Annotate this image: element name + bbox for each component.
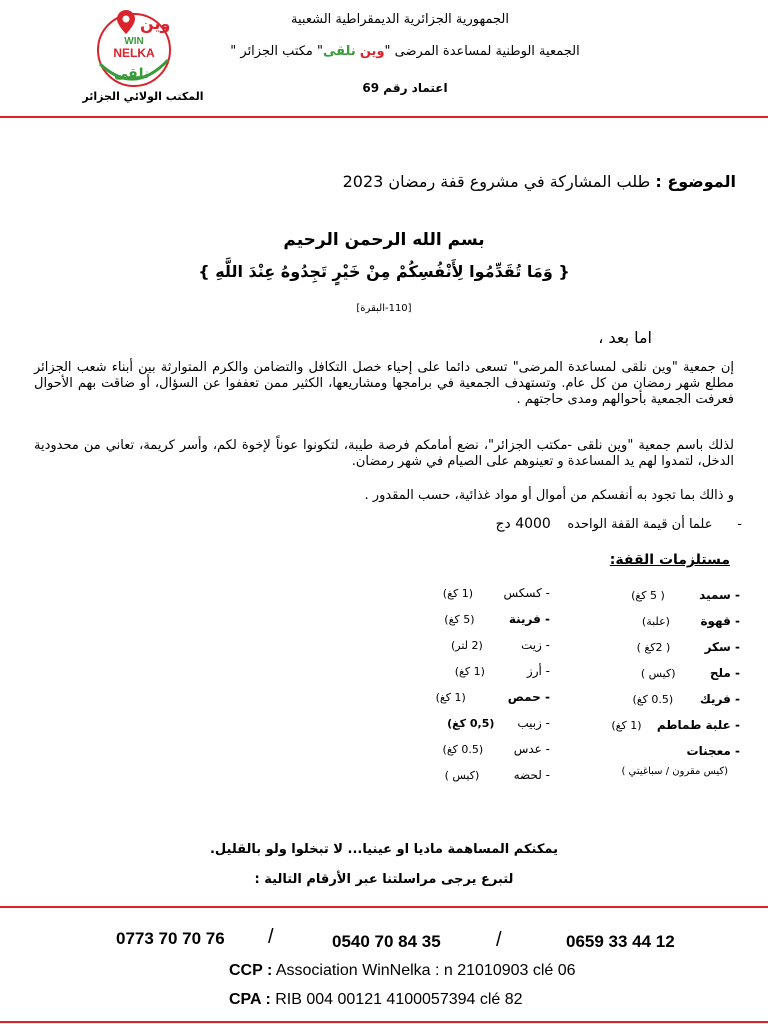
list-item bbox=[380, 768, 550, 794]
item-amount: (1 كغ) bbox=[442, 587, 473, 600]
list-item bbox=[380, 742, 550, 768]
price-note-dash: - bbox=[737, 517, 742, 532]
cpa-value: RIB 004 00121 4100057394 clé 82 bbox=[275, 991, 523, 1008]
item-name: - كسكس bbox=[503, 586, 550, 600]
logo-arabic-top: وين bbox=[140, 14, 171, 33]
item-name: - ملح bbox=[709, 666, 740, 680]
item-name: - فريك bbox=[699, 692, 740, 706]
price-note bbox=[495, 516, 742, 532]
items-left-column bbox=[380, 586, 550, 794]
item-amount: ( 5 كغ) bbox=[631, 589, 665, 602]
list-item bbox=[380, 638, 550, 664]
logo-win: WIN bbox=[124, 36, 144, 47]
header-approval-number: اعتماد رقم 69 bbox=[362, 81, 448, 95]
appeal-text: يمكنكم المساهمة ماديا او عينيا... لا تبخلوا ولو بالقليل. bbox=[209, 842, 559, 857]
item-amount: (1 كغ) bbox=[611, 719, 642, 732]
header-republic: الجمهورية الجزائرية الديمقراطية الشعبية bbox=[291, 12, 509, 27]
header-divider bbox=[0, 116, 768, 118]
association-logo bbox=[82, 4, 204, 108]
phone-separator: / bbox=[496, 929, 502, 951]
item-name: - سكر bbox=[704, 640, 740, 654]
item-amount: (5 كغ) bbox=[444, 613, 475, 626]
header-association bbox=[200, 44, 610, 59]
header-association-prefix: الجمعية الوطنية لمساعدة المرضى " bbox=[384, 44, 580, 59]
header-association-suffix: " مكتب الجزائر " bbox=[230, 44, 324, 59]
contact-intro: لتبرع يرجى مراسلتنا عبر الأرقام التالية : bbox=[254, 872, 514, 887]
phone-number-3[interactable]: 0659 33 44 12 bbox=[566, 932, 675, 951]
item-name: - قهوة bbox=[700, 614, 740, 628]
item-name: - أرز bbox=[526, 664, 550, 678]
cpa-line bbox=[229, 991, 523, 1009]
item-amount: (كيس ) bbox=[640, 667, 676, 680]
paragraph-appeal: لذلك باسم جمعية "وين نلقى -مكتب الجزائر"، نضع أمامكم فرصة طيبة، لتكونوا عوناً لإخوة لكم، وأسر كريمة، تعاني من محدودية الدخل، لتمدوا لهم يد المساعدة و تعينوهم على الصيام في شهر رمضان. bbox=[34, 438, 734, 469]
item-name: - زيت bbox=[520, 638, 550, 652]
subject-text: طلب المشاركة في مشروع قفة رمضان 2023 bbox=[342, 172, 651, 191]
item-name: - حمص bbox=[507, 690, 550, 704]
item-name: - زبيب bbox=[517, 716, 550, 730]
cpa-label: CPA : bbox=[229, 991, 271, 1008]
price-amount: 4000 دج bbox=[495, 516, 551, 532]
item-name: - لحضه bbox=[513, 768, 550, 782]
ccp-line bbox=[229, 962, 576, 980]
paragraph-donation: و ذالك بما تجود به أنفسكم من أموال أو مواد غذائية، حسب المقدور . bbox=[364, 488, 734, 503]
greeting: اما بعد ، bbox=[598, 328, 652, 347]
phone-number-2[interactable]: 0540 70 84 35 bbox=[332, 932, 441, 951]
item-amount: ( 2كغ ) bbox=[636, 641, 671, 654]
header-nelka-word: نلقى bbox=[323, 44, 356, 59]
logo-nelka: NELKA bbox=[113, 46, 155, 60]
item-amount: (1 كغ) bbox=[454, 665, 485, 678]
item-amount: (0.5 كغ) bbox=[442, 743, 484, 756]
item-amount: (علبة) bbox=[641, 615, 670, 628]
list-item bbox=[380, 612, 550, 638]
list-item bbox=[380, 690, 550, 716]
item-amount: (1 كغ) bbox=[435, 691, 466, 704]
item-amount: (0,5 كغ) bbox=[447, 717, 495, 730]
footer-divider-top bbox=[0, 906, 768, 908]
list-item bbox=[380, 664, 550, 690]
logo-arabic-bottom: نلقى bbox=[114, 66, 150, 82]
item-name: - علبة طماطم bbox=[656, 718, 740, 732]
ccp-label: CCP : bbox=[229, 962, 273, 979]
item-amount: (0.5 كغ) bbox=[632, 693, 674, 706]
paragraph-intro: إن جمعية "وين نلقى لمساعدة المرضى" تسعى دائما على إحياء خصل التكافل والتضامن والكرم المتوارثة بين أبناء شعب الجزائر مطلع شهر رمضان من كل عام. وتستهدف الجمعية في برامجها ومشاريعها، الكثير ممن تعففوا عن السؤال، أو ضاقت بهم الأحوال فعرفت الجمعية بأحوالهم ومدى حاجتهم . bbox=[34, 360, 734, 407]
list-item bbox=[380, 716, 550, 742]
header-win-word: وين bbox=[359, 44, 385, 59]
verse-reference: [110-البقرة] bbox=[356, 303, 412, 314]
item-amount: (كيس ) bbox=[444, 769, 480, 782]
items-title: مستلزمات القفة: bbox=[609, 552, 730, 568]
ccp-value: Association WinNelka : n 21010903 clé 06 bbox=[275, 962, 576, 979]
logo-caption: المكتب الولائي الجزائر bbox=[82, 90, 204, 103]
price-note-text: علما أن قيمة القفة الواحده bbox=[567, 517, 713, 532]
item-name: - سميد bbox=[699, 588, 740, 602]
item-name: - فرينة bbox=[508, 612, 550, 626]
phone-separator: / bbox=[268, 926, 274, 948]
subject-label: الموضوع : bbox=[655, 172, 736, 191]
item-name: - معجنات bbox=[686, 744, 740, 758]
list-item bbox=[380, 586, 550, 612]
phone-number-1[interactable]: 0773 70 70 76 bbox=[116, 929, 225, 948]
basmala: بسم الله الرحمن الرحيم bbox=[283, 230, 485, 250]
subject-line bbox=[343, 172, 736, 191]
footer-divider-bottom bbox=[0, 1021, 768, 1023]
item-amount: (2 لتر) bbox=[450, 639, 483, 652]
quran-verse: { وَمَا تُقَدِّمُوا لِأَنْفُسِكُمْ مِنْ خَيْرٍ تَجِدُوهُ عِنْدَ اللَّهِ } bbox=[198, 262, 570, 281]
item-note: (كيس مقرون / سباغيتي ) bbox=[621, 766, 728, 777]
item-name: - عدس bbox=[513, 742, 550, 756]
